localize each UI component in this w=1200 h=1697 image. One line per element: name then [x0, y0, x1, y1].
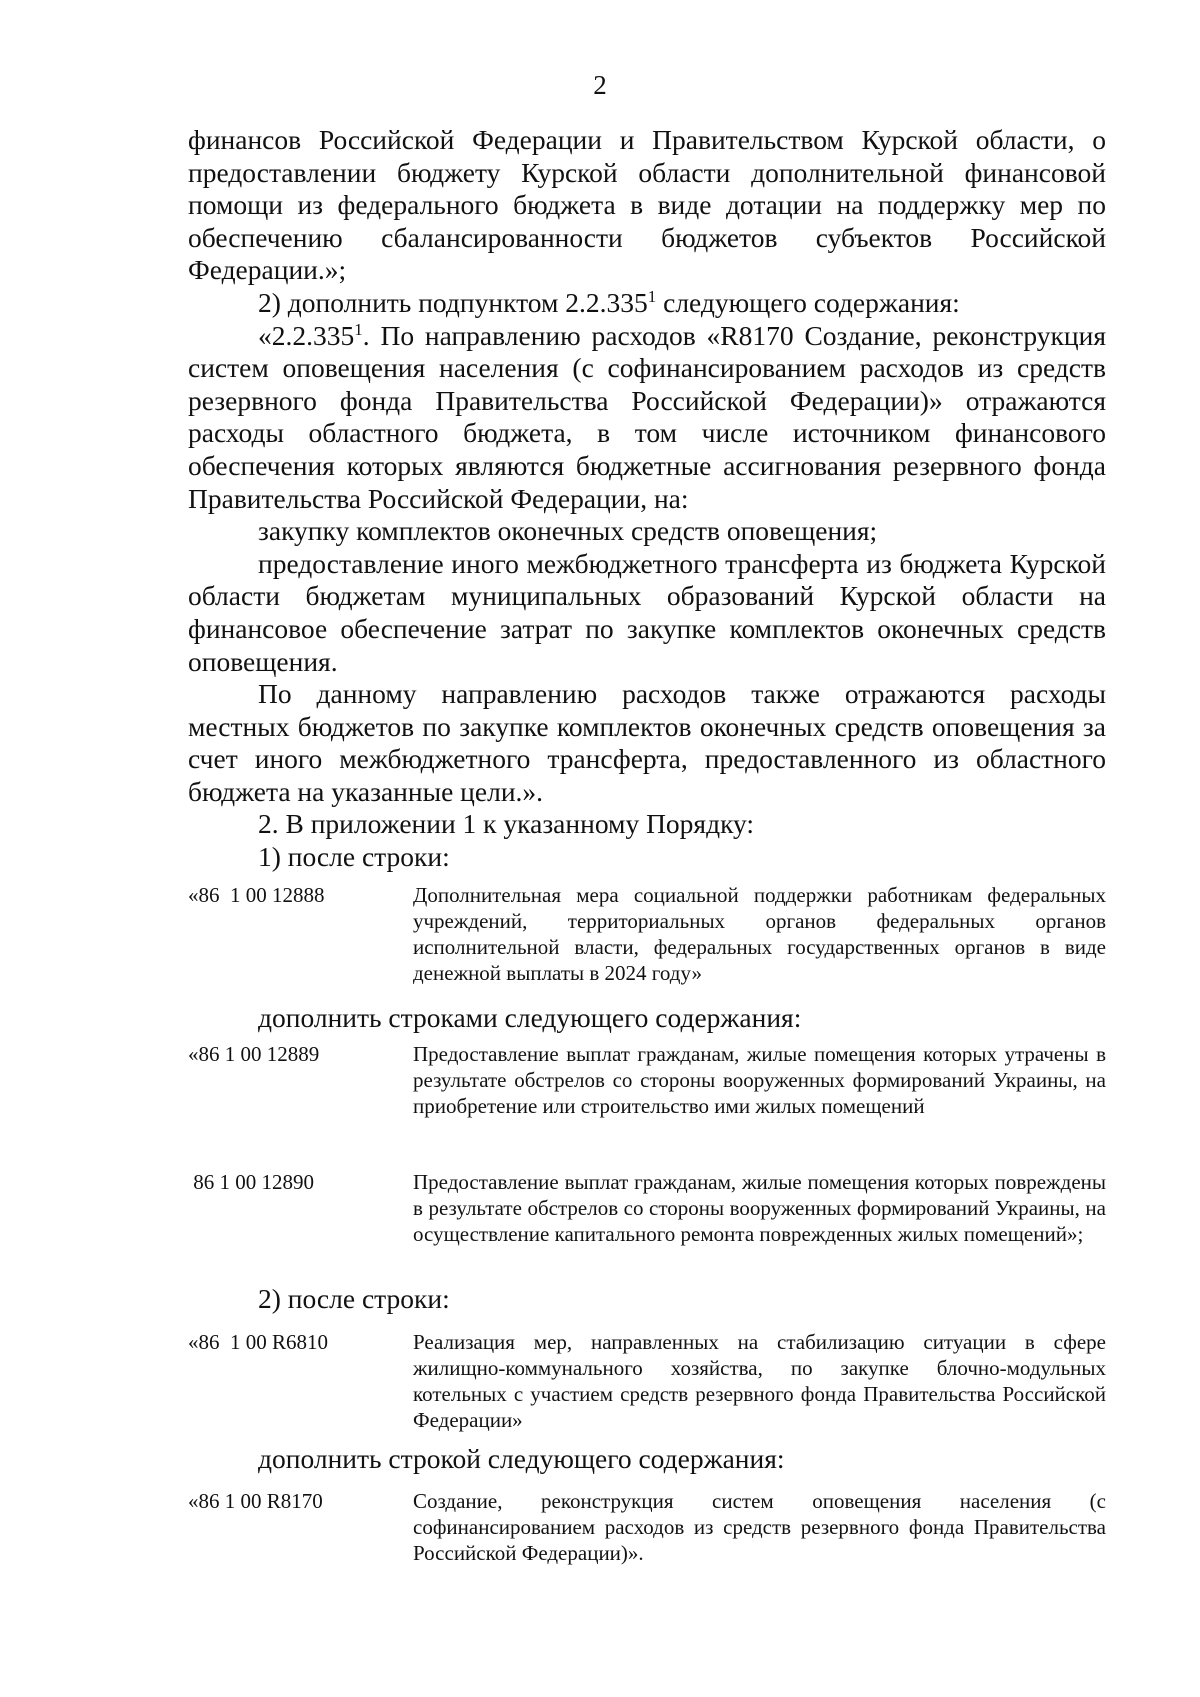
- document-body: [188, 124, 1106, 874]
- purchase-paragraph: закупку комплектов оконечных средств оповещения;: [258, 515, 878, 547]
- item-2-tail: следующего содержания:: [656, 286, 960, 318]
- row-description: Предоставление выплат гражданам, жилые помещения которых повреждены в результате обстрелов со стороны вооруженных формирований Украины, на осуществление капитального ремонта поврежденных жилых помещений»;: [413, 1170, 1106, 1246]
- add-lines-paragraph: дополнить строками следующего содержания:: [258, 1002, 802, 1033]
- row-code: «86 1 00 12889: [188, 1042, 320, 1066]
- row-description: Реализация мер, направленных на стабилизацию ситуации в сфере жилищно-коммунального хозяйства, по закупке блочно-модульных котельных с участием средств резервного фонда Правительства Российской Федерации»: [413, 1330, 1106, 1432]
- intro-paragraph: финансов Российской Федерации и Правительством Курской области, о предоставлении бюджету Курской области дополнительной финансовой помощи из федерального бюджета в виде дотации на поддержку мер по обеспечению сбалансированности бюджетов субъектов Российской Федерации.»;: [188, 124, 1106, 286]
- row-description: Предоставление выплат гражданам, жилые помещения которых утрачены в результате обстрелов со стороны вооруженных формирований Украины, на приобретение или строительство ими жилых помещений: [413, 1042, 1106, 1118]
- row-code: «86 1 00 R6810: [188, 1330, 329, 1354]
- appendix-paragraph: 2. В приложении 1 к указанному Порядку:: [258, 808, 755, 840]
- item-2-paragraph: [188, 287, 1106, 320]
- subclause-superscript: 1: [354, 319, 363, 339]
- subclause-text: . По направлению расходов «R8170 Создание, реконструкция систем оповещения населения (с софинансированием расходов из средств резервного фонда Правительства Российской Федерации)» отражаются расходы областного бюджета, в том числе источником финансового обеспечения которых являются бюджетные ассигнования резервного фонда Правительства Российской Федерации, на:: [188, 319, 1106, 514]
- add-line-paragraph: дополнить строкой следующего содержания:: [258, 1443, 785, 1474]
- after-line-1: 1) после строки:: [258, 841, 450, 873]
- row-code: «86 1 00 12888: [188, 883, 325, 907]
- row-code: 86 1 00 12890: [188, 1170, 314, 1194]
- page-number: 2: [593, 70, 607, 100]
- row-description: Дополнительная мера социальной поддержки работникам федеральных учреждений, территориальных органов федеральных органов исполнительной власти, федеральных государственных органов в виде денежной выплаты в 2024 году»: [413, 883, 1106, 985]
- subclause-paragraph: [188, 320, 1106, 516]
- row-code: «86 1 00 R8170: [188, 1489, 323, 1513]
- item-2-superscript: 1: [647, 286, 657, 306]
- row-description: Создание, реконструкция систем оповещения населения (с софинансированием расходов из средств резервного фонда Правительства Российской Федерации)».: [413, 1489, 1106, 1565]
- item-2-text: 2) дополнить подпунктом 2.2.335: [258, 286, 648, 318]
- local-budgets-paragraph: По данному направлению расходов также отражаются расходы местных бюджетов по закупке комплектов оконечных средств оповещения за счет иного межбюджетного трансферта, предоставленного из областного бюджета на указанные цели.».: [188, 678, 1106, 807]
- subclause-number: «2.2.335: [258, 319, 355, 351]
- transfer-paragraph: предоставление иного межбюджетного трансферта из бюджета Курской области бюджетам муниципальных образований Курской области на финансовое обеспечение затрат по закупке комплектов оконечных средств оповещения.: [188, 547, 1106, 677]
- after-line-2: 2) после строки:: [258, 1283, 450, 1314]
